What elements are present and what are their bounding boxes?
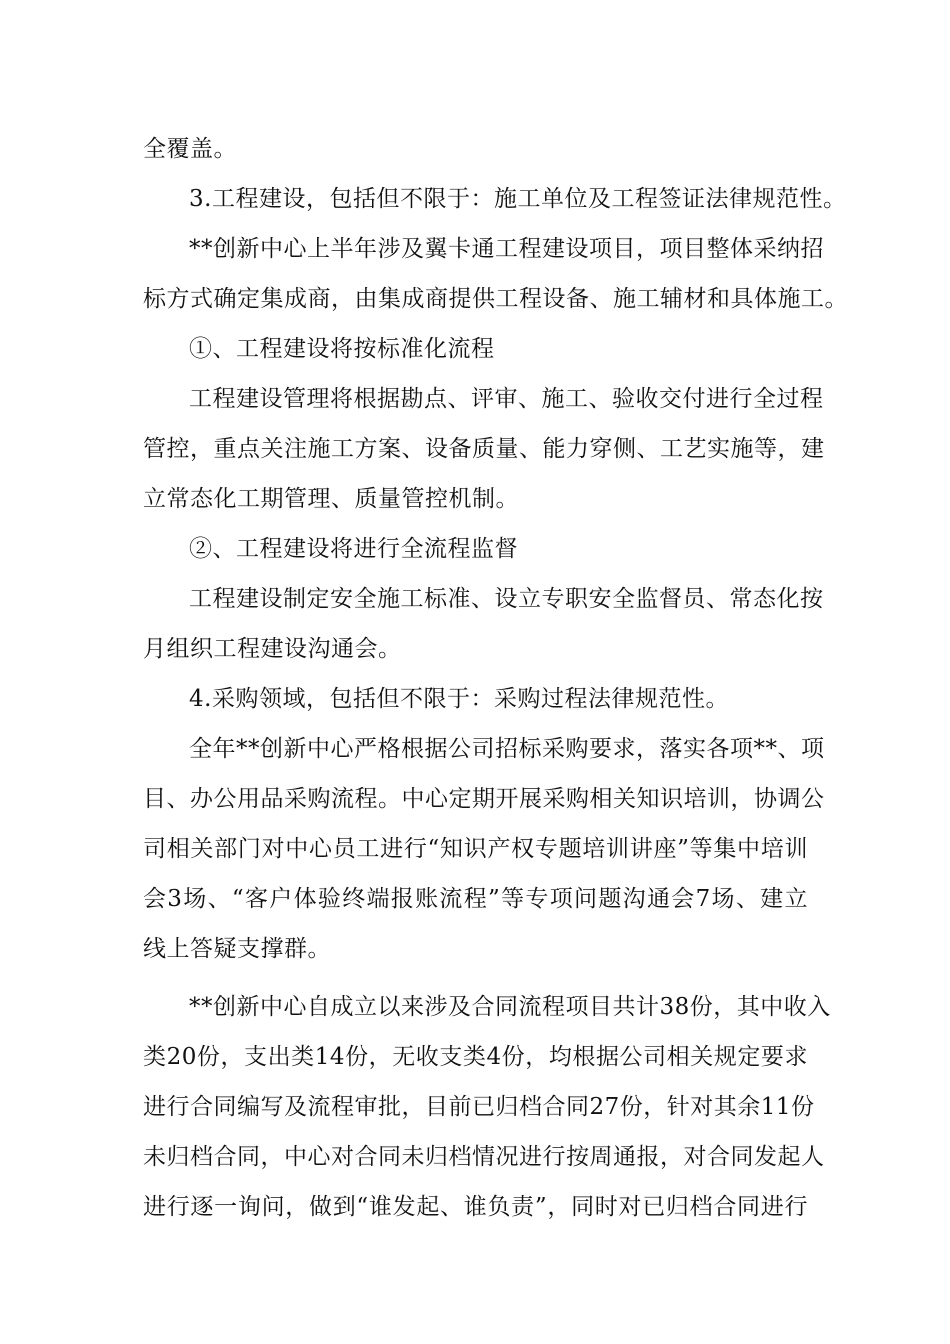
section-heading-4: 4.采购领域，包括但不限于：采购过程法律规范性。 (189, 686, 729, 712)
text-line: 工程建设制定安全施工标准、设立专职安全监督员、常态化按 (189, 586, 824, 612)
text-line: 类20份，支出类14份，无收支类4份，均根据公司相关规定要求 (143, 1044, 808, 1070)
text-line: 全覆盖。 (143, 136, 237, 162)
text-line: 进行逐一询问，做到“谁发起、谁负责”，同时对已归档合同进行 (143, 1194, 808, 1220)
subheading-1: ①、工程建设将按标准化流程 (189, 336, 495, 362)
section-heading-3: 3.工程建设，包括但不限于：施工单位及工程签证法律规范性。 (189, 186, 847, 212)
text-line: 立常态化工期管理、质量管控机制。 (143, 486, 519, 512)
text-line: 工程建设管理将根据勘点、评审、施工、验收交付进行全过程 (189, 386, 824, 412)
text-line: 全年**创新中心严格根据公司招标采购要求，落实各项**、项 (189, 736, 825, 762)
text-line: 标方式确定集成商，由集成商提供工程设备、施工辅材和具体施工。 (143, 286, 848, 312)
document-body (143, 124, 848, 1232)
text-line: 未归档合同，中心对合同未归档情况进行按周通报，对合同发起人 (143, 1144, 825, 1170)
text-line: 月组织工程建设沟通会。 (143, 636, 402, 662)
text-line: **创新中心自成立以来涉及合同流程项目共计38份，其中收入 (189, 994, 831, 1020)
text-line: 进行合同编写及流程审批，目前已归档合同27份，针对其余11份 (143, 1094, 815, 1120)
text-line: 管控，重点关注施工方案、设备质量、能力穿侧、工艺实施等，建 (143, 436, 825, 462)
text-line: 目、办公用品采购流程。中心定期开展采购相关知识培训，协调公 (143, 786, 825, 812)
text-line: 线上答疑支撑群。 (143, 936, 331, 962)
subheading-2: ②、工程建设将进行全流程监督 (189, 536, 518, 562)
text-line: 会3场、“客户体验终端报账流程”等专项问题沟通会7场、建立 (143, 886, 808, 912)
text-line: **创新中心上半年涉及翼卡通工程建设项目，项目整体采纳招 (189, 236, 824, 262)
text-line: 司相关部门对中心员工进行“知识产权专题培训讲座”等集中培训 (143, 836, 808, 862)
